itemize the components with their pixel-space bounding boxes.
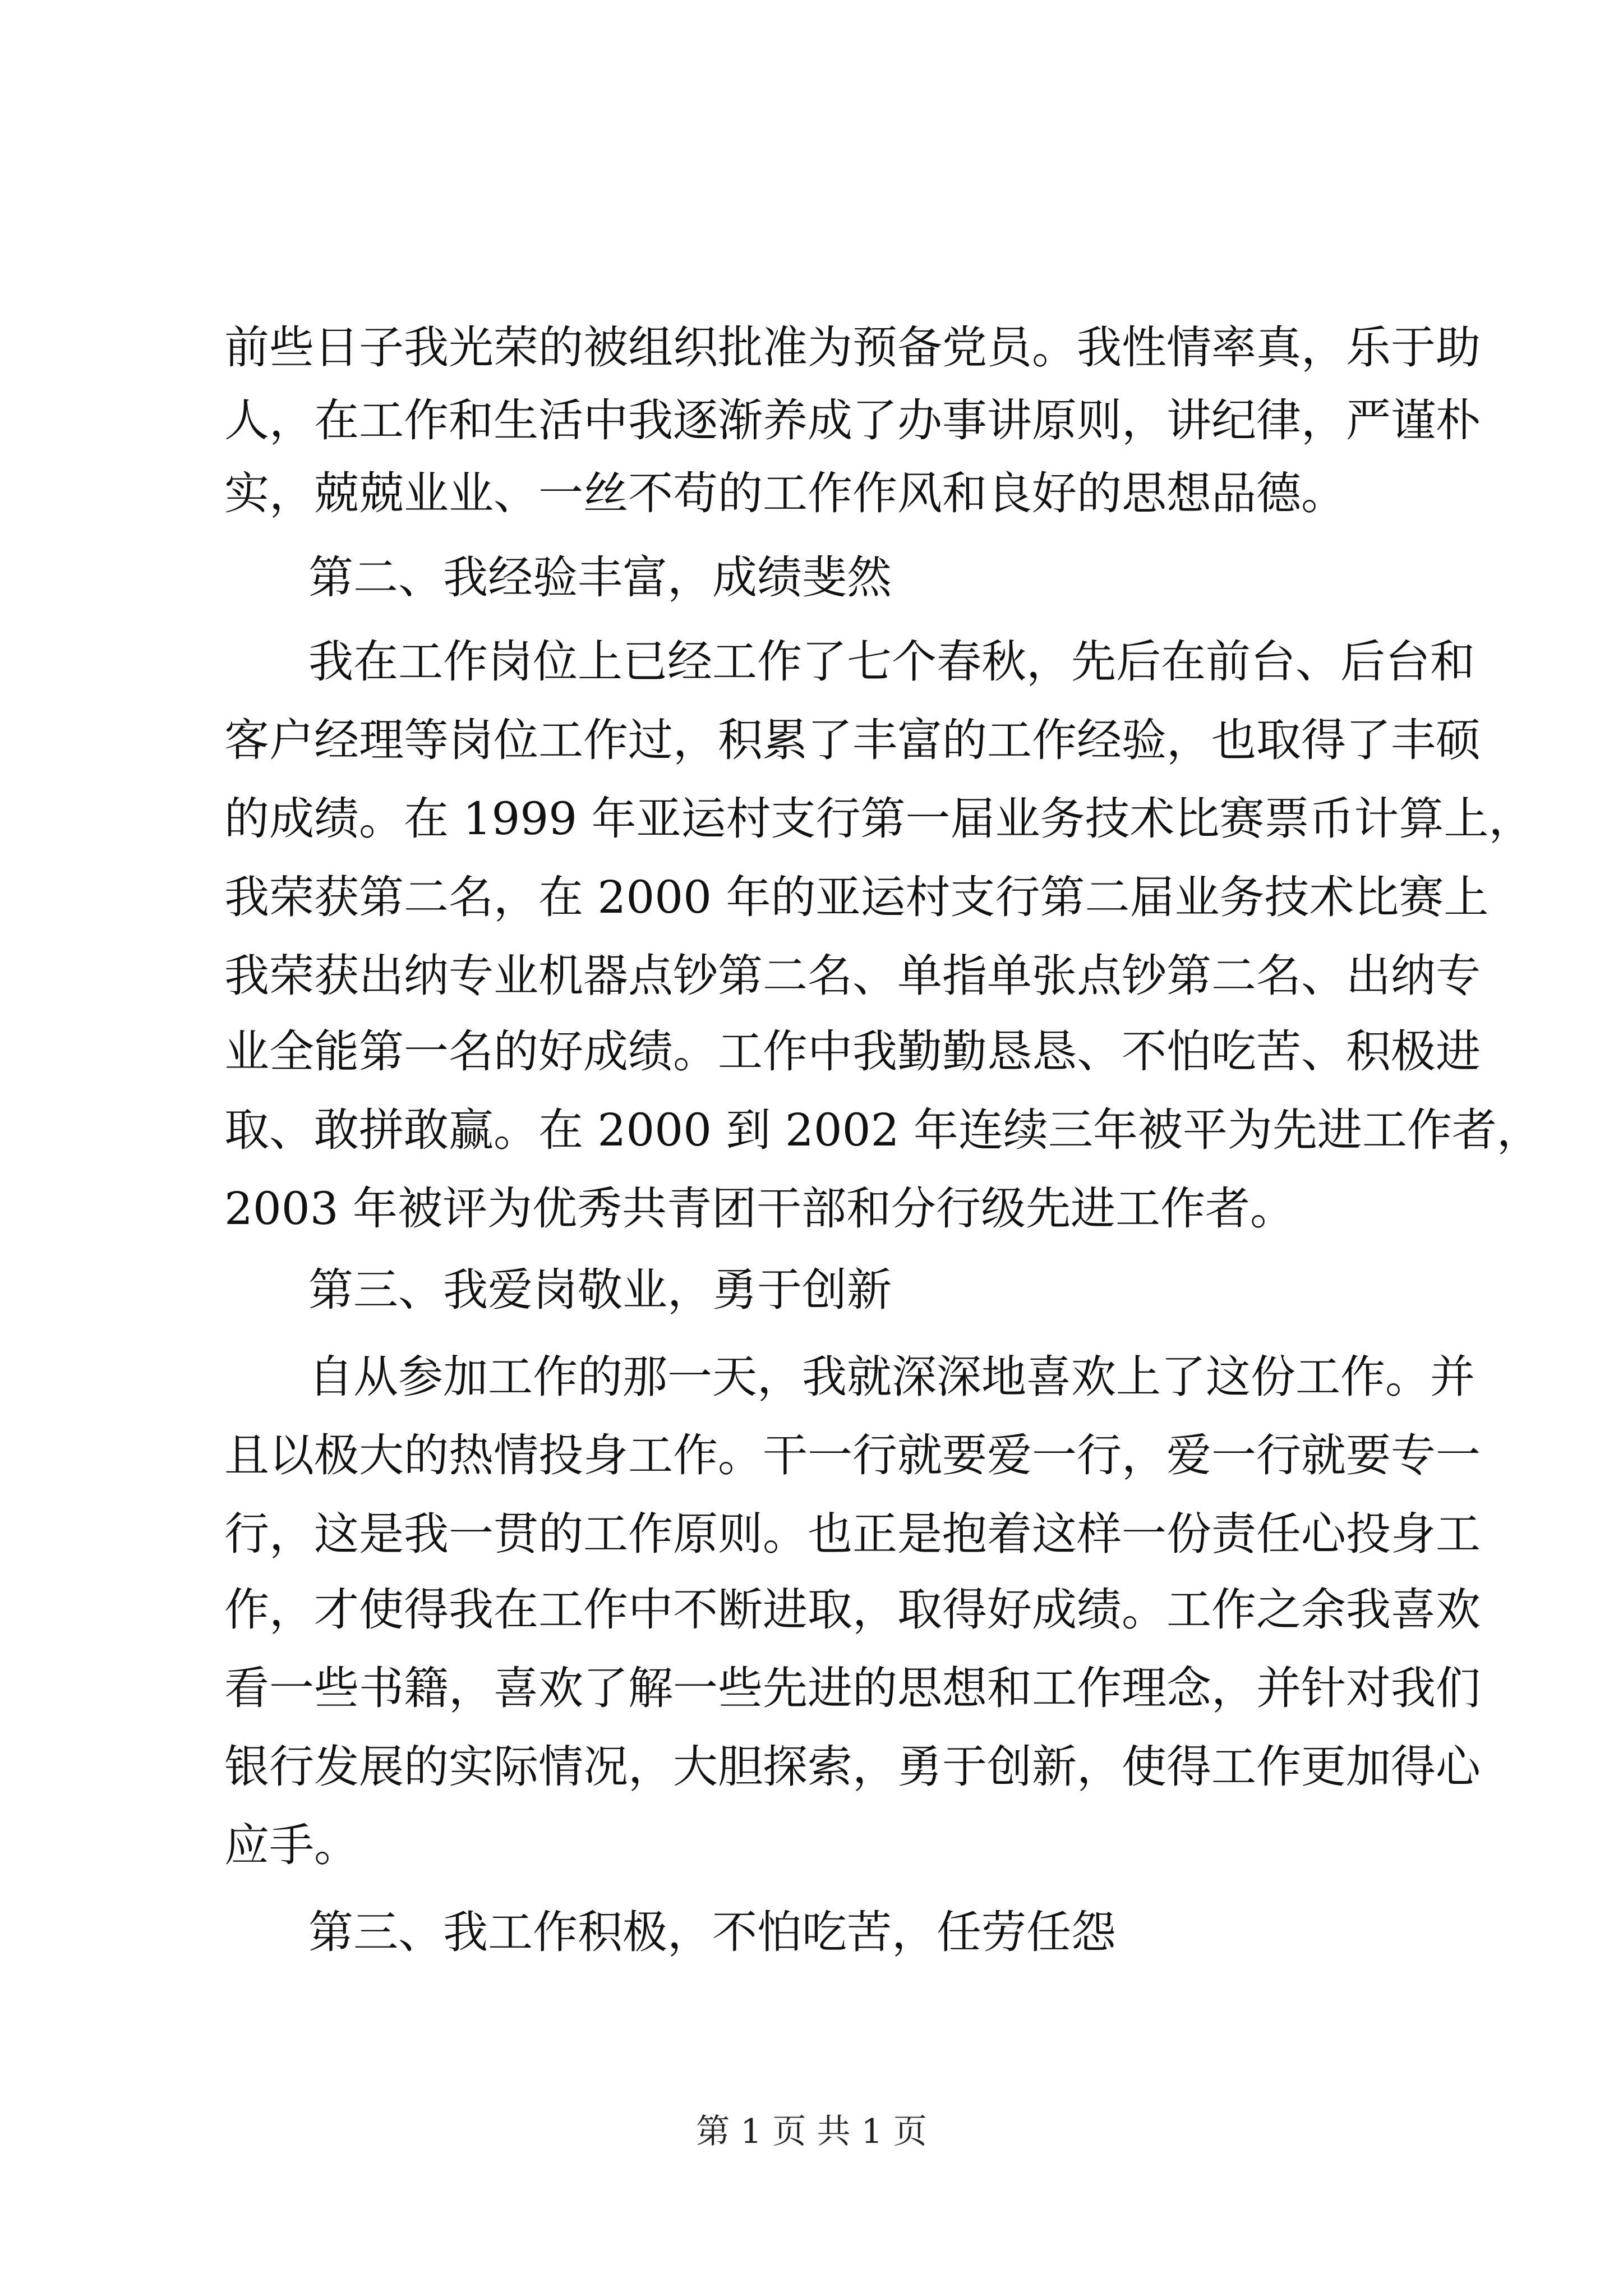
paragraph-line: 人，在工作和生活中我逐渐养成了办事讲原则，讲纪律，严谨朴: [224, 394, 1481, 447]
paragraph-line: 我在工作岗位上已经工作了七个春秋，先后在前台、后台和: [308, 636, 1475, 688]
paragraph-line: 2003 年被评为优秀共青团干部和分行级先进工作者。: [224, 1182, 1295, 1235]
paragraph-line: 作，才使得我在工作中不断进取，取得好成绩。工作之余我喜欢: [224, 1584, 1481, 1636]
paragraph-line: 客户经理等岗位工作过，积累了丰富的工作经验，也取得了丰硕: [224, 714, 1481, 766]
section-heading: 第三、我工作积极，不怕吃苦，任劳任怨: [308, 1906, 1116, 1958]
page-number-footer: 第 1 页 共 1 页: [696, 2112, 927, 2151]
paragraph-line: 应手。: [224, 1819, 359, 1871]
paragraph-line: 业全能第一名的好成绩。工作中我勤勤恳恳、不怕吃苦、积极进: [224, 1025, 1481, 1078]
paragraph-line: 实，兢兢业业、一丝不苟的工作作风和良好的思想品德。: [224, 467, 1346, 519]
paragraph-line: 自从参加工作的那一天，我就深深地喜欢上了这份工作。并: [308, 1351, 1475, 1403]
paragraph-line: 我荣获出纳专业机器点钞第二名、单指单张点钞第二名、出纳专: [224, 950, 1481, 1002]
paragraph-line: 我荣获第二名，在 2000 年的亚运村支行第二届业务技术比赛上: [224, 871, 1489, 923]
paragraph-line: 取、敢拼敢赢。在 2000 到 2002 年连续三年被平为先进工作者，: [224, 1104, 1542, 1156]
paragraph-line: 的成绩。在 1999 年亚运村支行第一届业务技术比赛票币计算上，: [224, 793, 1534, 845]
section-heading: 第三、我爱岗敬业，勇于创新: [308, 1264, 892, 1316]
paragraph-line: 看一些书籍，喜欢了解一些先进的思想和工作理念，并针对我们: [224, 1662, 1481, 1714]
paragraph-line: 行，这是我一贯的工作原则。也正是抱着这样一份责任心投身工: [224, 1508, 1481, 1560]
section-heading: 第二、我经验丰富，成绩斐然: [308, 551, 892, 604]
paragraph-line: 且以极大的热情投身工作。干一行就要爱一行，爱一行就要专一: [224, 1429, 1481, 1481]
paragraph-line: 银行发展的实际情况，大胆探索，勇于创新，使得工作更加得心: [224, 1741, 1481, 1793]
paragraph-line: 前些日子我光荣的被组织批准为预备党员。我性情率真，乐于助: [224, 321, 1481, 374]
